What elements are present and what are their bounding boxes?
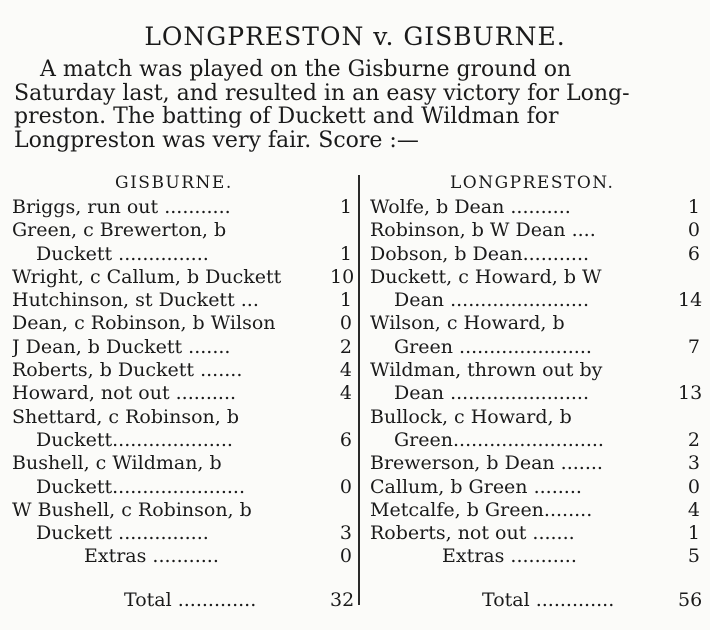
batting-entry: Dean ....................... xyxy=(394,382,589,405)
batting-entry: Howard, not out .......... xyxy=(12,382,237,405)
gisburne-scorecard xyxy=(12,196,355,612)
runs: 6 xyxy=(687,242,700,265)
runs: 1 xyxy=(687,522,700,545)
batting-row xyxy=(12,243,352,266)
extras-row xyxy=(12,545,352,568)
runs: 0 xyxy=(339,312,352,335)
runs: 3 xyxy=(339,522,352,545)
batting-entry: Hutchinson, st Duckett ... xyxy=(12,289,259,312)
runs: 14 xyxy=(678,289,703,312)
runs: 2 xyxy=(339,335,352,358)
total-label: Total ............. xyxy=(482,588,615,611)
match-report xyxy=(14,58,704,152)
runs: 7 xyxy=(687,335,700,358)
runs: 1 xyxy=(687,196,700,218)
batting-entry: Green ...................... xyxy=(394,335,592,358)
batting-entry: Shettard, c Robinson, b xyxy=(12,405,239,428)
batting-row xyxy=(12,406,352,429)
batting-entry: Briggs, run out ........... xyxy=(12,196,231,218)
runs: 4 xyxy=(687,498,700,521)
runs: 1 xyxy=(339,242,352,265)
batting-row xyxy=(12,312,352,335)
runs: 3 xyxy=(687,452,700,475)
batting-row xyxy=(12,522,352,545)
batting-entry: Wright, c Callum, b Duckett xyxy=(12,265,282,288)
batting-row xyxy=(12,336,352,359)
page-title: LONGPRESTON v. GISBURNE. xyxy=(144,22,566,51)
runs: 0 xyxy=(687,219,700,242)
report-line: A match was played on the Gisburne ground on xyxy=(40,57,572,82)
report-line: Saturday last, and resulted in an easy victory for Long- xyxy=(14,80,630,106)
batting-entry: Roberts, b Duckett ....... xyxy=(12,359,243,382)
total-runs: 56 xyxy=(678,588,703,611)
runs: 4 xyxy=(339,382,352,405)
batting-row xyxy=(12,476,352,499)
total-row xyxy=(12,588,355,612)
batting-entry: Bushell, c Wildman, b xyxy=(12,452,222,475)
batting-entry: Dobson, b Dean........... xyxy=(370,242,590,265)
batting-row xyxy=(370,476,700,499)
column-divider xyxy=(358,175,360,605)
batting-entry: Callum, b Green ........ xyxy=(370,475,582,498)
runs: 2 xyxy=(687,428,700,451)
batting-row xyxy=(12,289,352,312)
batting-row xyxy=(12,429,352,452)
report-line: preston. The batting of Duckett and Wildman for xyxy=(14,104,559,129)
runs: 6 xyxy=(339,428,352,451)
batting-row xyxy=(370,452,700,475)
batting-row xyxy=(370,266,700,289)
batting-row xyxy=(370,312,700,335)
batting-row xyxy=(12,196,352,219)
runs: 13 xyxy=(678,382,703,405)
batting-entry: J Dean, b Duckett ....... xyxy=(12,335,231,358)
batting-entry: Metcalfe, b Green........ xyxy=(370,498,593,521)
batting-row xyxy=(370,289,703,312)
runs: 1 xyxy=(339,289,352,312)
total-runs: 32 xyxy=(330,588,355,611)
batting-entry: Green, c Brewerton, b xyxy=(12,219,227,242)
report-line: Longpreston was very fair. Score :— xyxy=(14,127,419,153)
batting-row xyxy=(370,243,700,266)
batting-row xyxy=(12,382,352,405)
batting-row xyxy=(370,382,703,405)
batting-entry: Wilson, c Howard, b xyxy=(370,312,565,335)
batting-entry: Brewerson, b Dean ....... xyxy=(370,452,603,475)
batting-row xyxy=(370,406,700,429)
batting-entry: Duckett ............... xyxy=(36,522,209,545)
batting-row xyxy=(12,499,352,522)
batting-entry: Duckett.................... xyxy=(36,428,233,451)
batting-entry: Dean, c Robinson, b Wilson xyxy=(12,312,276,335)
gisburne-heading: GISBURNE. xyxy=(115,173,233,193)
extras-label: Extras ........... xyxy=(84,545,219,568)
batting-entry: Robinson, b W Dean .... xyxy=(370,219,596,242)
batting-row xyxy=(12,359,352,382)
extras-runs: 0 xyxy=(339,545,352,568)
batting-row xyxy=(370,359,700,382)
extras-row xyxy=(370,545,700,568)
batting-entry: W Bushell, c Robinson, b xyxy=(12,498,252,521)
batting-entry: Wolfe, b Dean .......... xyxy=(370,196,571,218)
batting-row xyxy=(12,452,352,475)
batting-row xyxy=(370,499,700,522)
batting-entry: Duckett, c Howard, b W xyxy=(370,265,602,288)
runs: 0 xyxy=(687,475,700,498)
runs: 4 xyxy=(339,359,352,382)
batting-entry: Green......................... xyxy=(394,428,604,451)
batting-row xyxy=(12,265,355,289)
batting-entry: Dean ....................... xyxy=(394,289,589,312)
runs: 0 xyxy=(339,475,352,498)
batting-row xyxy=(370,522,700,545)
batting-row xyxy=(370,219,700,242)
runs: 1 xyxy=(339,196,352,218)
total-row xyxy=(370,588,703,612)
runs: 10 xyxy=(330,265,355,288)
batting-entry: Duckett ............... xyxy=(36,242,209,265)
longpreston-heading: LONGPRESTON. xyxy=(450,173,615,193)
batting-entry: Wildman, thrown out by xyxy=(370,359,603,382)
batting-row xyxy=(12,219,352,242)
batting-entry: Duckett...................... xyxy=(36,475,246,498)
batting-entry: Bullock, c Howard, b xyxy=(370,405,572,428)
batting-row xyxy=(370,196,700,219)
extras-label: Extras ........... xyxy=(442,545,577,568)
extras-runs: 5 xyxy=(687,545,700,568)
longpreston-scorecard xyxy=(370,196,703,612)
batting-row xyxy=(370,429,700,452)
batting-entry: Roberts, not out ....... xyxy=(370,522,575,545)
batting-row xyxy=(370,336,700,359)
total-label: Total ............. xyxy=(124,588,257,611)
